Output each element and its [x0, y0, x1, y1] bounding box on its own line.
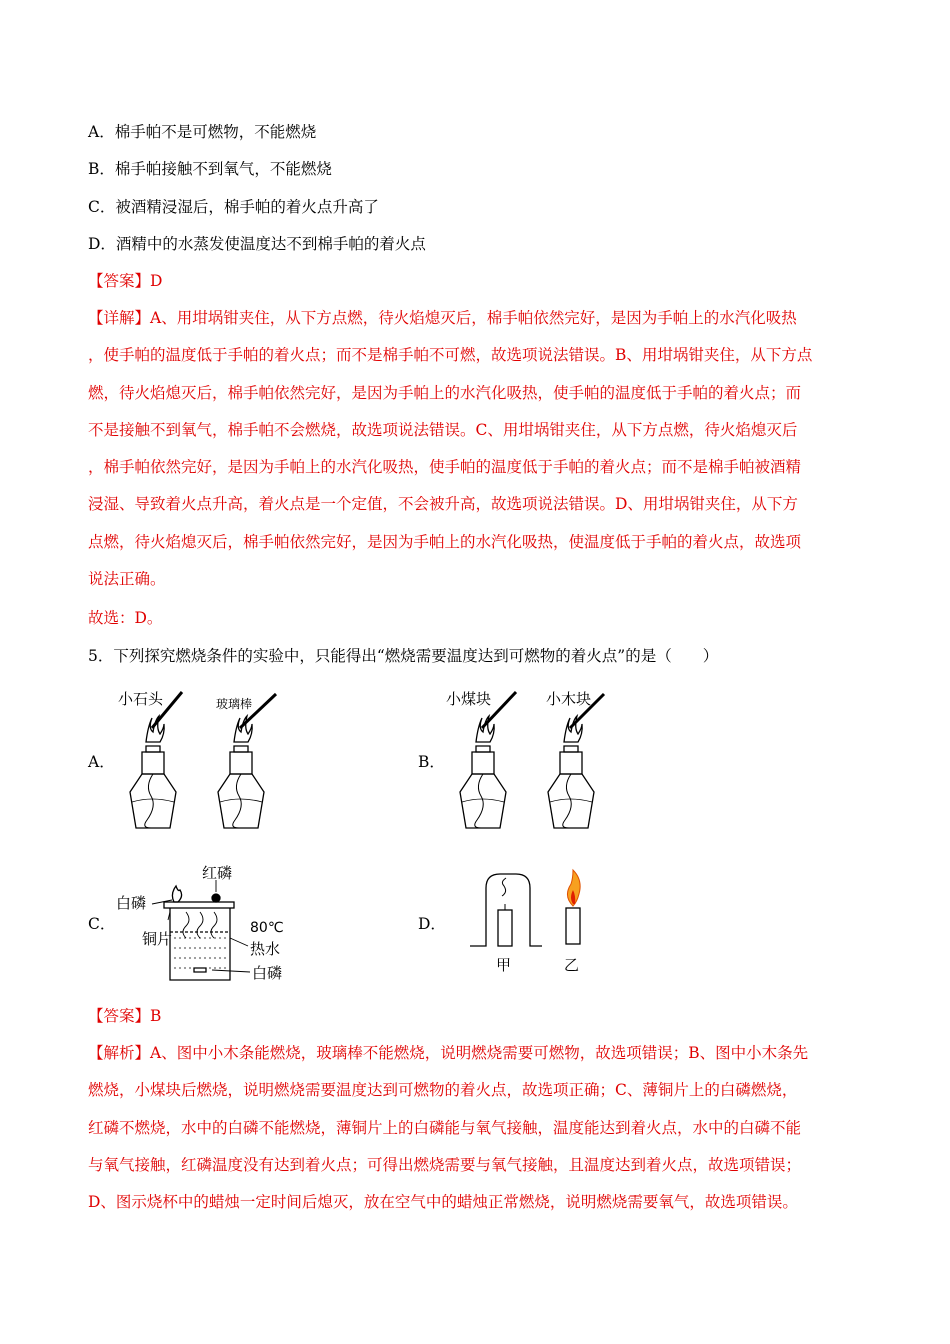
alcohol-lamp-icon — [548, 694, 604, 828]
fig-d-label-jia: 甲 — [496, 956, 512, 974]
q4-option-d: D．酒精中的水蒸发使温度达不到棉手帕的着火点 — [88, 235, 426, 253]
q4-answer: 【答案】D — [88, 272, 163, 290]
white-phosphorus-underwater — [194, 968, 206, 972]
q4-option-a: A．棉手帕不是可燃物，不能燃烧 — [88, 123, 317, 141]
q4-explain-line: 不是接触不到氧气，棉手帕不会燃烧，故选项说法错误。C、用坩埚钳夹住，从下方点燃，待火焰熄灭后 — [88, 420, 798, 439]
q5-letter-c: C． — [88, 915, 116, 933]
alcohol-lamp-icon — [130, 692, 182, 828]
fig-a-label-stone: 小石头 — [118, 690, 164, 708]
q4-option-c: C．被酒精浸湿后，棉手帕的着火点升高了 — [88, 198, 379, 216]
q5-answer: 【答案】B — [88, 1007, 162, 1025]
fig-c-label-temp: 80℃ — [250, 920, 284, 936]
q5-explain-line: 燃烧，小煤块后燃烧，说明燃烧需要温度达到可燃物的着火点，故选项正确；C、薄铜片上的白磷燃烧， — [88, 1081, 798, 1100]
figure-a — [112, 684, 292, 834]
beaker — [170, 908, 230, 980]
q4-explain-line: 【详解】A、用坩埚钳夹住，从下方点燃，待火焰熄灭后，棉手帕依然完好，是因为手帕上的水汽化吸热 — [88, 309, 797, 327]
q4-explain-line: 点燃，待火焰熄灭后，棉手帕依然完好，是因为手帕上的水汽化吸热，使温度低于手帕的着火点，故选项 — [88, 532, 802, 551]
fig-c-label-red-phosphorus: 红磷 — [202, 864, 233, 882]
q5-letter-a: A． — [88, 753, 115, 771]
fig-c-label-white-phosphorus: 白磷 — [116, 894, 147, 912]
q5-stem: 5．下列探究燃烧条件的实验中，只能得出“燃烧需要温度达到可燃物的着火点”的是（ ） — [88, 647, 719, 665]
fig-c-label-white-phosphorus-2: 白磷 — [252, 964, 283, 982]
candle-jia — [498, 910, 512, 946]
q5-explain-line: 红磷不燃烧，水中的白磷不能燃烧，薄铜片上的白磷能与氧气接触，温度能达到着火点，水中的白磷不能 — [88, 1118, 802, 1137]
candle-yi — [566, 908, 580, 944]
q5-letter-b: B． — [418, 753, 445, 771]
flame-icon — [172, 886, 181, 902]
fig-b-label-wood: 小木块 — [546, 690, 592, 708]
q5-explanation — [88, 1035, 860, 1221]
q4-explain-line: 燃，待火焰熄灭后，棉手帕依然完好，是因为手帕上的水汽化吸热，使手帕的温度低于手帕的着火点；而 — [88, 383, 802, 402]
q5-explain-line: 与氧气接触，红磷温度没有达到着火点；可得出燃烧需要与氧气接触，且温度达到着火点，故选项错误； — [88, 1155, 802, 1174]
red-phosphorus-icon — [212, 894, 220, 902]
copper-sheet — [164, 902, 234, 908]
q5-explain-line: 【解析】A、图中小木条能燃烧，玻璃棒不能燃烧，说明燃烧需要可燃物，故选项错误；B、图中小木条先 — [88, 1044, 809, 1062]
fig-a-label-glass-rod: 玻璃棒 — [216, 697, 253, 711]
alcohol-lamp-icon — [460, 692, 516, 828]
figure-b — [442, 684, 622, 834]
q4-explanation — [88, 300, 860, 598]
q4-option-b: B．棉手帕接触不到氧气，不能燃烧 — [88, 160, 332, 178]
q5-explain-line: D、图示烧杯中的蜡烛一定时间后熄灭，放在空气中的蜡烛正常燃烧，说明燃烧需要氧气，故选项错误。 — [88, 1193, 798, 1212]
fig-c-label-copper: 铜片 — [142, 930, 173, 948]
alcohol-lamp-icon — [218, 694, 276, 828]
figure-d — [462, 866, 622, 982]
q4-conclusion: 故选：D。 — [88, 609, 163, 627]
q4-explain-line: 浸湿、导致着火点升高，着火点是一个定值，不会被升高，故选项说法错误。D、用坩埚钳夹住，从下方 — [88, 495, 798, 514]
q5-letter-d: D． — [418, 915, 446, 933]
fig-c-label-hot-water: 热水 — [250, 940, 281, 958]
fig-b-label-coal: 小煤块 — [446, 690, 492, 708]
q4-explain-line: ，使手帕的温度低于手帕的着火点；而不是棉手帕不可燃，故选项说法错误。B、用坩埚钳夹住，从下方点 — [88, 346, 813, 365]
q4-explain-line: ，棉手帕依然完好，是因为手帕上的水汽化吸热，使手帕的温度低于手帕的着火点；而不是棉手帕被酒精 — [88, 458, 802, 477]
q4-explain-line: 说法正确。 — [88, 570, 166, 589]
figure-c — [112, 856, 302, 986]
fig-d-label-yi: 乙 — [564, 956, 580, 974]
